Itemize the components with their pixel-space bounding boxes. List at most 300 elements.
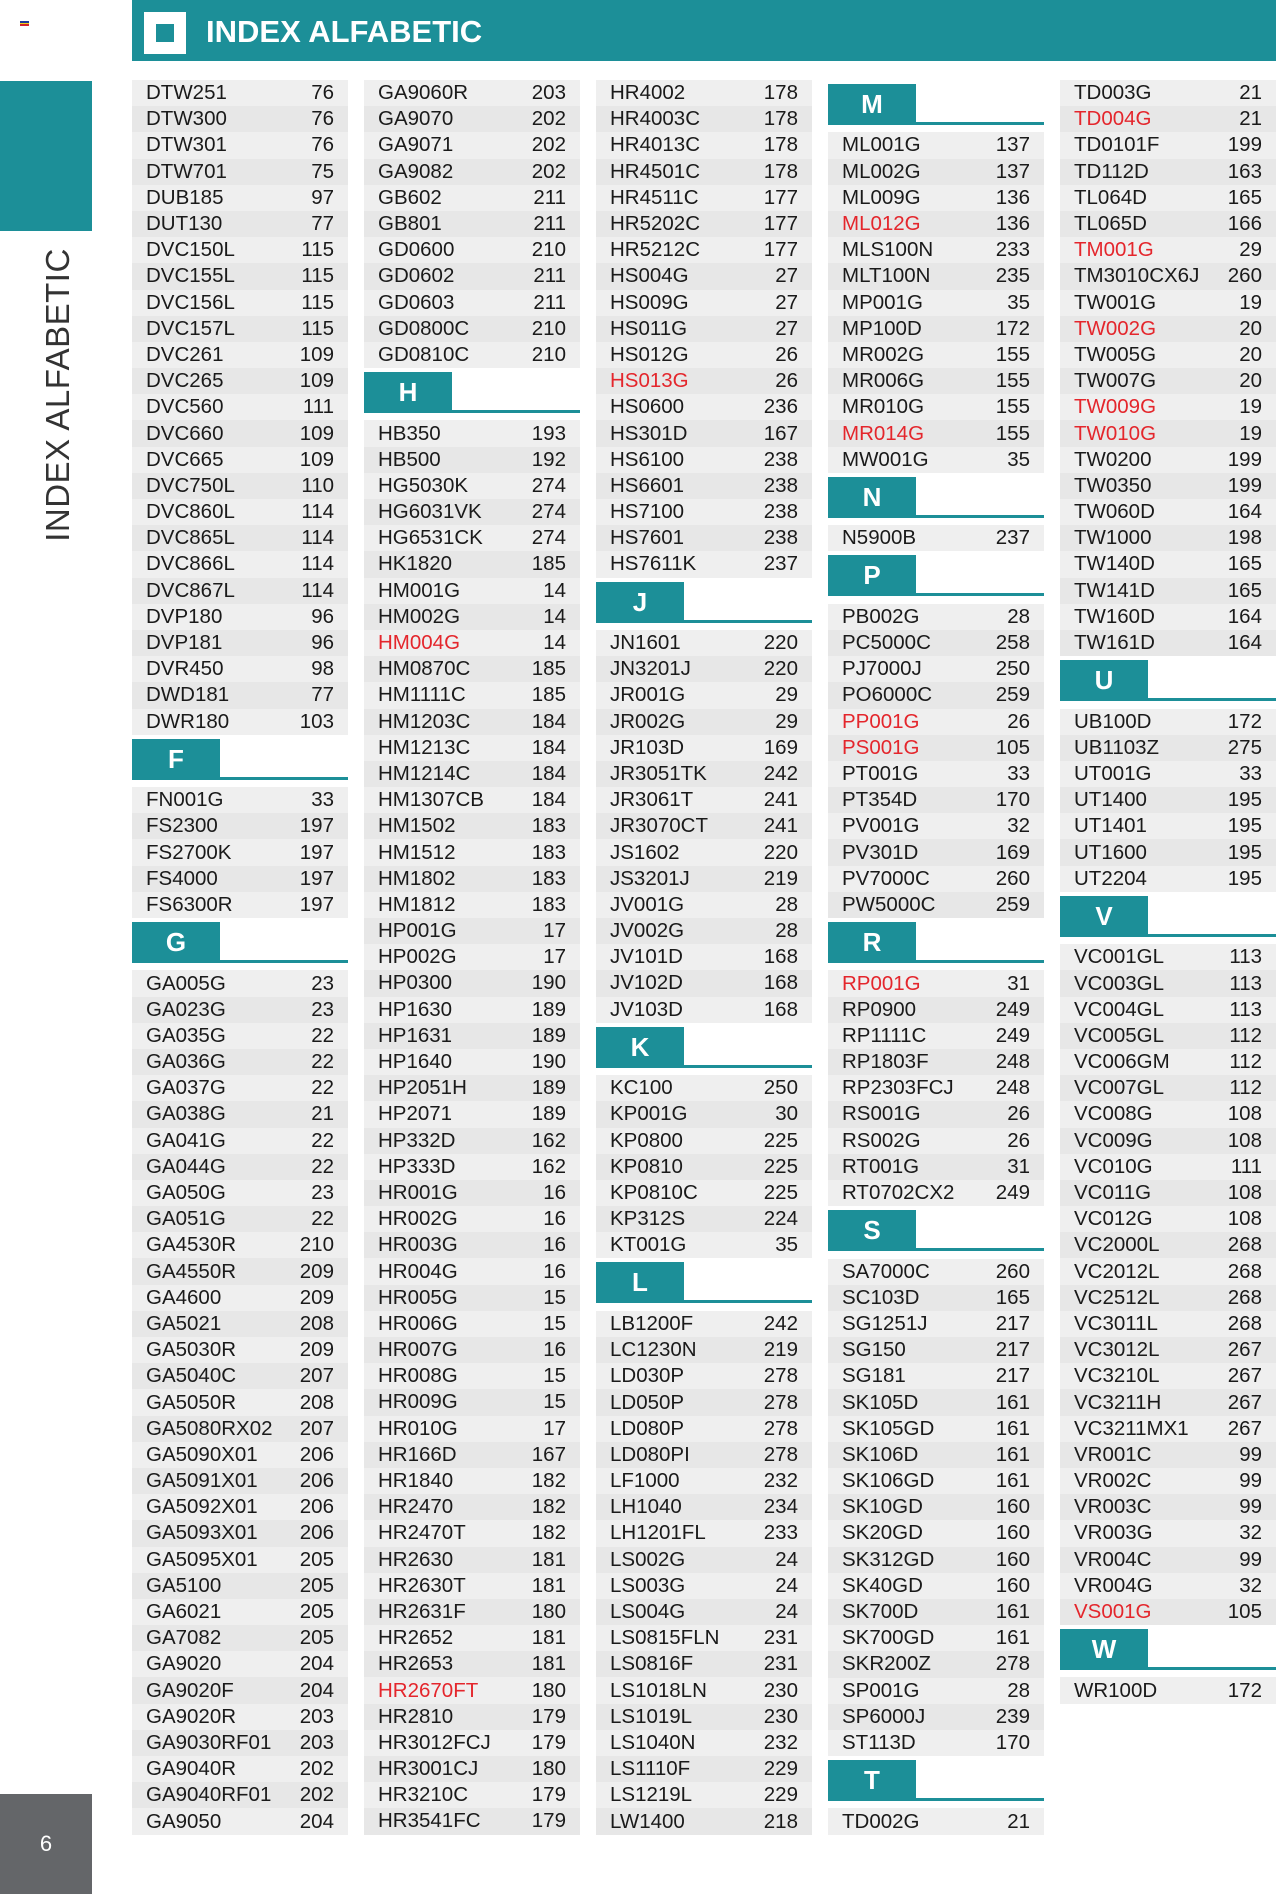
page-reference: 103 [299,709,334,733]
section-header-r [828,918,1044,970]
index-row [132,473,348,499]
index-row [132,499,348,525]
product-code: JV002G [610,919,685,943]
product-code: HM1307CB [378,788,484,812]
index-row [596,709,812,735]
page-reference: 231 [763,1626,798,1650]
product-code: HM002G [378,604,461,628]
page-reference: 183 [531,892,566,916]
page-reference: 238 [763,473,798,497]
index-row [828,997,1044,1023]
section-header-t [828,1756,1044,1808]
index-row [132,420,348,446]
index-row [1060,1232,1276,1258]
product-code: HB500 [378,447,441,471]
index-row [1060,1101,1276,1127]
section-divider [1060,698,1276,701]
product-code: TW161D [1074,631,1155,655]
index-row [596,368,812,394]
product-code: HR5212C [610,238,701,262]
index-column-5 [1060,80,1276,1704]
index-row [132,630,348,656]
section-header-g [132,918,348,970]
page-reference: 211 [533,212,566,236]
page-reference: 111 [302,395,334,419]
index-row [596,1337,812,1363]
page-reference: 259 [995,892,1030,916]
product-code: GA051G [146,1207,226,1231]
product-code: GA4600 [146,1285,222,1309]
index-row [1060,1468,1276,1494]
page-reference: 114 [301,500,334,524]
index-row [132,1547,348,1573]
page-reference: 15 [543,1390,566,1414]
page-reference: 137 [995,159,1030,183]
index-row [364,1154,580,1180]
index-row [596,1128,812,1154]
product-code: GA7082 [146,1626,222,1650]
product-code: HR4002 [610,81,686,105]
product-code: ML009G [842,185,921,209]
product-code: VC009G [1074,1128,1153,1152]
product-code: HR008G [378,1364,458,1388]
index-row [132,1625,348,1651]
index-row [364,499,580,525]
product-code: RS001G [842,1102,921,1126]
index-row [828,1573,1044,1599]
product-code: SP001G [842,1678,920,1702]
page-reference: 229 [763,1757,798,1781]
page-reference: 206 [299,1495,334,1519]
index-row [364,316,580,342]
index-row [364,1337,580,1363]
product-code: VC3012L [1074,1338,1160,1362]
page-title: INDEX ALFABETIC [206,14,483,49]
page-reference: 30 [775,1102,798,1126]
product-code: RT001G [842,1154,920,1178]
product-code: HS013G [610,369,689,393]
product-code: SP6000J [842,1704,926,1728]
index-row [596,551,812,577]
index-row [828,447,1044,473]
page-reference: 170 [995,788,1030,812]
product-code: VC2000L [1074,1233,1160,1257]
page-reference: 202 [531,159,566,183]
product-code: LH1201FL [610,1521,706,1545]
index-row [828,1808,1044,1834]
page-reference: 183 [531,840,566,864]
product-code: GA6021 [146,1600,222,1623]
product-code: TW141D [1074,578,1155,602]
page-reference: 184 [531,709,566,733]
index-row [596,1677,812,1703]
index-row [364,1416,580,1442]
page-reference: 249 [995,1181,1030,1205]
product-code: SK700GD [842,1626,935,1650]
page-reference: 234 [763,1495,798,1519]
index-row [828,1337,1044,1363]
product-code: HM1214C [378,761,471,785]
index-row [596,892,812,918]
index-row [1060,1363,1276,1389]
page-reference: 190 [531,1050,566,1074]
page-reference: 182 [531,1495,566,1519]
page-reference: 260 [995,1259,1030,1283]
index-row [132,1730,348,1756]
page-reference: 197 [299,840,334,864]
page-reference: 210 [299,1233,334,1257]
index-row [1060,839,1276,865]
section-divider [828,593,1044,596]
page-reference: 112 [1229,1023,1262,1047]
product-code: SG150 [842,1338,906,1362]
index-row [132,709,348,735]
product-code: KP0810C [610,1181,698,1204]
product-code: LS1019L [610,1704,693,1728]
page-reference: 185 [531,552,566,576]
product-code: GA4530R [146,1233,237,1257]
product-code: HR2631F [378,1599,466,1623]
page-reference: 35 [775,1233,798,1257]
product-code: HM1502 [378,814,456,838]
index-row [364,1311,580,1337]
product-code: GA005G [146,971,226,995]
page-reference: 26 [1007,1102,1030,1126]
product-code: RP2303FCJ [842,1076,954,1100]
product-code: KP001G [610,1102,688,1126]
page-reference: 190 [531,971,566,995]
index-row [132,787,348,813]
page-reference: 22 [311,1050,334,1074]
product-code: DVC261 [146,342,224,366]
index-row [828,1049,1044,1075]
product-code: DWD181 [146,683,230,707]
page-reference: 179 [531,1730,566,1754]
product-code: GA5091X01 [146,1469,258,1493]
product-code: LS004G [610,1600,686,1624]
page-reference: 137 [995,133,1030,157]
page-reference: 23 [311,997,334,1021]
product-code: GA5095X01 [146,1547,258,1571]
index-row [828,394,1044,420]
product-code: GA9030RF01 [146,1730,272,1754]
page-reference: 28 [1007,604,1030,628]
page-reference: 161 [995,1390,1030,1414]
product-code: GA5021 [146,1311,222,1335]
index-row [596,944,812,970]
product-code: ML002G [842,159,921,183]
index-row [132,1206,348,1232]
page-reference: 267 [1227,1364,1262,1388]
product-code: GA050G [146,1181,226,1204]
product-code: HR003G [378,1233,458,1257]
index-row [364,132,580,158]
product-code: DVC867L [146,578,235,602]
index-row [596,1756,812,1782]
product-code: SK105GD [842,1416,935,1440]
page-reference: 192 [531,447,566,471]
index-row [828,211,1044,237]
index-row [596,1232,812,1258]
index-row [1060,1442,1276,1468]
index-row [596,1075,812,1101]
page-reference: 27 [775,316,798,340]
index-row [596,1808,812,1834]
page-reference: 26 [775,342,798,366]
page-reference: 232 [763,1730,798,1754]
product-code: GA9040R [146,1757,237,1781]
product-code: HR009G [378,1390,458,1414]
page-reference: 235 [995,264,1030,288]
index-row [1060,185,1276,211]
index-row [132,866,348,892]
product-code: GA5093X01 [146,1521,258,1545]
index-row [1060,420,1276,446]
index-row [364,604,580,630]
index-row [1060,630,1276,656]
product-code: DVC860L [146,500,235,524]
index-row [132,80,348,106]
product-code: DVC866L [146,552,235,576]
product-code: DVC156L [146,290,235,314]
index-row [1060,1599,1276,1625]
page-reference: 238 [763,526,798,550]
index-row [828,132,1044,158]
index-row [132,1494,348,1520]
product-code: LB1200F [610,1311,694,1335]
index-row [364,263,580,289]
product-code: MR002G [842,342,925,366]
section-letter: V [1060,896,1148,934]
page-reference: 218 [763,1809,798,1833]
page-reference: 161 [995,1442,1030,1466]
section-letter: K [596,1027,684,1065]
index-row [596,159,812,185]
page-reference: 166 [1227,212,1262,236]
index-row [364,447,580,473]
index-row [132,1468,348,1494]
section-header-f [132,735,348,787]
page-reference: 163 [1227,159,1262,183]
product-code: TW0350 [1074,473,1152,497]
index-row [364,106,580,132]
page-reference: 181 [531,1626,566,1650]
product-code: HR2810 [378,1704,454,1728]
product-code: WR100D [1074,1678,1158,1702]
page-reference: 15 [543,1285,566,1309]
index-row [132,368,348,394]
page-reference: 33 [1007,762,1030,786]
product-code: GD0602 [378,264,455,288]
page-reference: 167 [531,1442,566,1466]
index-row [828,316,1044,342]
page-reference: 185 [531,657,566,681]
index-row [132,1180,348,1206]
section-header-n [828,473,1044,525]
page-reference: 17 [543,919,566,943]
product-code: UT001G [1074,761,1152,785]
page-reference: 232 [763,1469,798,1493]
page-reference: 22 [311,1154,334,1178]
product-code: HR007G [378,1338,458,1362]
product-code: TW002G [1074,316,1157,340]
index-row [828,735,1044,761]
index-row [132,1808,348,1834]
index-row [132,1154,348,1180]
page-reference: 76 [311,107,334,131]
page-reference: 219 [763,1338,798,1362]
index-row [596,1625,812,1651]
product-code: MR010G [842,395,925,419]
product-code: UB100D [1074,709,1152,733]
index-row [828,787,1044,813]
product-code: RP1803F [842,1050,929,1074]
product-code: KP0800 [610,1128,683,1152]
product-code: HS012G [610,342,689,366]
page-reference: 169 [763,735,798,759]
page-reference: 224 [763,1207,798,1231]
product-code: GA9071 [378,133,454,157]
product-code: HP1631 [378,1023,453,1047]
page-reference: 177 [763,238,798,262]
product-code: HM1203C [378,709,471,733]
index-row [364,1023,580,1049]
section-divider [132,777,348,780]
product-code: TW007G [1074,369,1157,393]
index-row [596,420,812,446]
product-code: VC004GL [1074,997,1165,1021]
product-code: DVC155L [146,264,235,288]
page-reference: 165 [995,1285,1030,1309]
page-reference: 99 [1239,1469,1262,1493]
product-code: DTW701 [146,159,227,183]
page-reference: 248 [995,1076,1030,1100]
index-row [364,237,580,263]
product-code: GA4550R [146,1259,237,1283]
index-row [364,551,580,577]
header-square-icon [144,12,186,54]
page-reference: 169 [995,840,1030,864]
index-row [1060,1416,1276,1442]
index-row [364,656,580,682]
page-reference: 180 [531,1757,566,1781]
index-row [132,394,348,420]
product-code: GA9020R [146,1704,237,1728]
page-reference: 274 [531,500,566,524]
page-reference: 267 [1227,1338,1262,1362]
product-code: KP312S [610,1207,686,1231]
index-row [596,761,812,787]
page-reference: 160 [995,1521,1030,1545]
page-reference: 267 [1227,1416,1262,1440]
product-code: HS011G [610,316,688,340]
page-reference: 217 [995,1364,1030,1388]
index-row [828,1023,1044,1049]
page-reference: 250 [995,657,1030,681]
page-reference: 206 [299,1521,334,1545]
index-row [1060,263,1276,289]
index-row [1060,106,1276,132]
product-code: LS1219L [610,1783,693,1807]
page-reference: 204 [299,1678,334,1702]
product-code: HP1630 [378,997,453,1021]
product-code: JS3201J [610,866,690,890]
index-row [364,630,580,656]
product-code: PT354D [842,788,918,812]
product-code: TM3010CX6J [1074,264,1200,288]
index-row [1060,290,1276,316]
index-row [364,473,580,499]
page-reference: 258 [995,631,1030,655]
section-divider [828,960,1044,963]
page-reference: 17 [543,945,566,969]
index-row [596,813,812,839]
product-code: TW009G [1074,395,1157,419]
product-code: HG6031VK [378,500,482,524]
product-code: DVC865L [146,526,235,550]
index-row [596,866,812,892]
index-row [596,316,812,342]
section-header-u [1060,656,1276,708]
product-code: HS004G [610,264,689,288]
sidebar-vertical-title: INDEX ALFABETIC [39,248,76,542]
page-reference: 267 [1227,1390,1262,1414]
page-reference: 76 [311,81,334,105]
page-reference: 219 [763,866,798,890]
index-row [364,1206,580,1232]
page-reference: 168 [763,971,798,995]
product-code: SK312GD [842,1547,935,1571]
product-code: N5900B [842,526,917,550]
page-reference: 109 [299,342,334,366]
product-code: MR006G [842,369,925,393]
index-row [828,604,1044,630]
product-code: TM001G [1074,238,1154,262]
index-row [596,1468,812,1494]
page-reference: 231 [763,1652,798,1676]
section-divider [364,410,580,413]
index-row [364,185,580,211]
page-reference: 233 [763,1521,798,1545]
index-row [364,342,580,368]
index-row [132,1520,348,1546]
index-row [132,1232,348,1258]
product-code: TW001G [1074,290,1157,314]
page-reference: 184 [531,788,566,812]
page-reference: 211 [533,185,566,209]
index-row [364,1232,580,1258]
index-row [132,578,348,604]
page-reference: 230 [763,1678,798,1702]
index-row [1060,368,1276,394]
index-row [364,1180,580,1206]
index-row [1060,866,1276,892]
product-code: RP001G [842,971,921,995]
page-reference: 207 [299,1364,334,1388]
index-row [596,1206,812,1232]
product-code: SK10GD [842,1495,923,1519]
page-reference: 177 [763,212,798,236]
product-code: MR014G [842,421,925,445]
product-code: JV101D [610,945,683,969]
page-reference: 181 [531,1547,566,1571]
section-letter: P [828,555,916,593]
product-code: SK40GD [842,1573,923,1597]
page-reference: 242 [763,1311,798,1335]
page-reference: 31 [1007,1154,1030,1178]
product-code: HP333D [378,1154,456,1178]
product-code: HR1840 [378,1469,454,1493]
